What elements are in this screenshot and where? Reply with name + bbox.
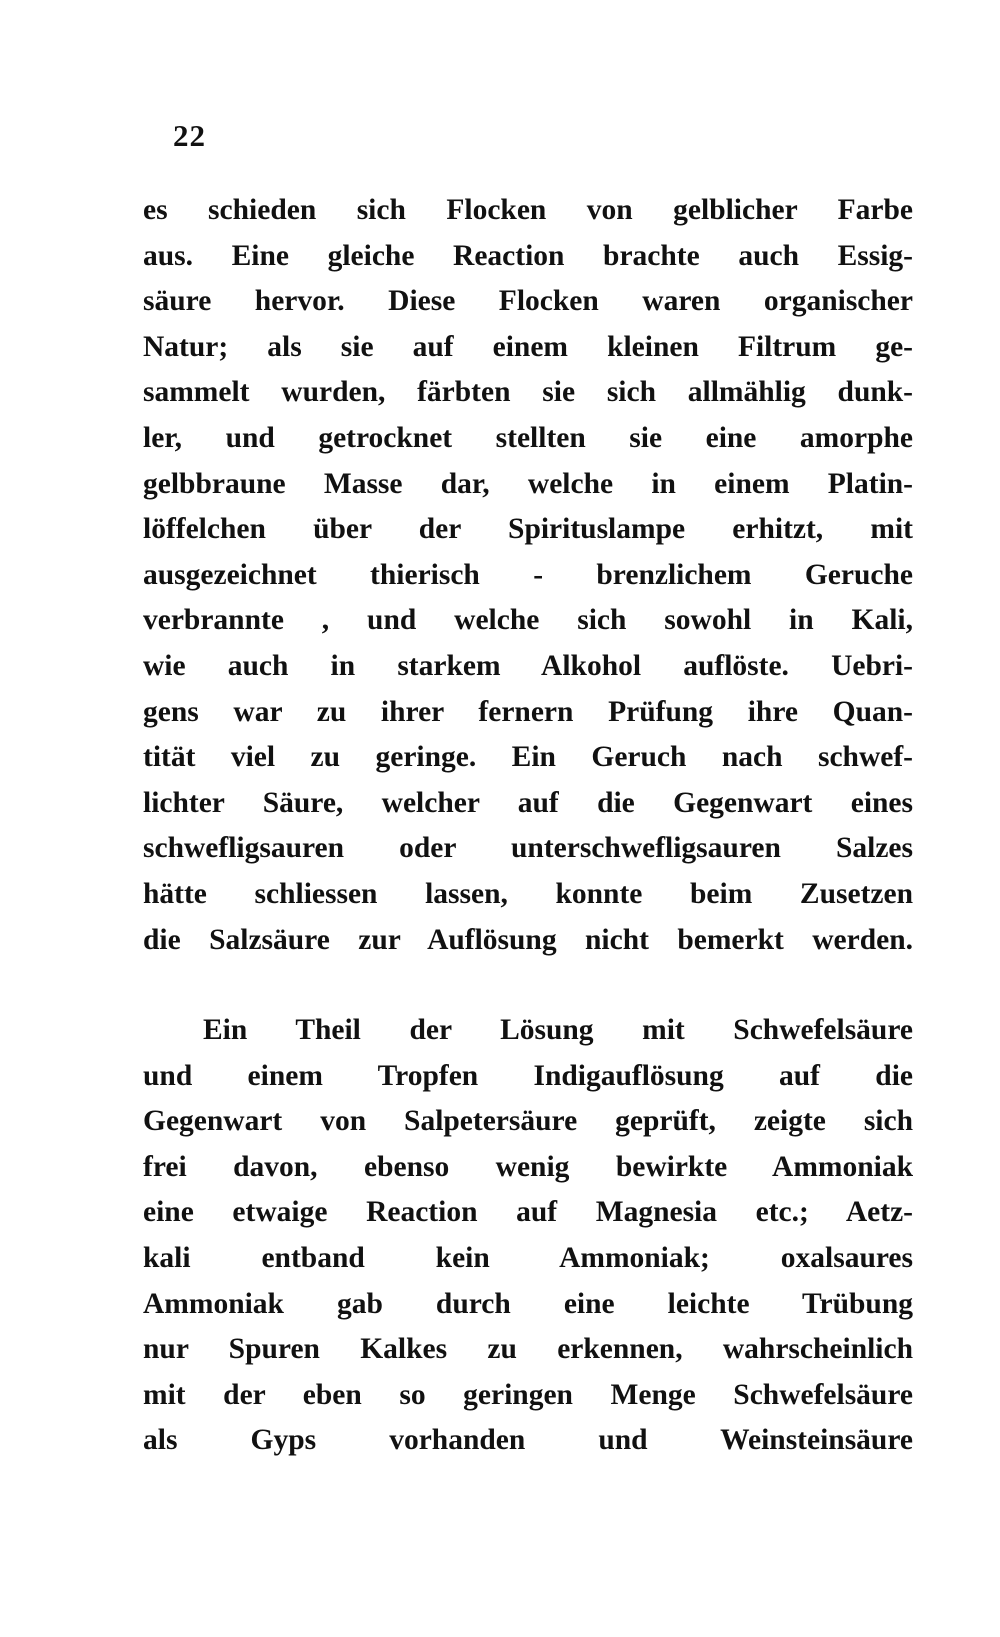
text-line: wie auch in starkem Alkohol auflöste. Uebri-: [143, 649, 913, 682]
text-line: ausgezeichnet thierisch - brenzlichem Geruche: [143, 558, 913, 591]
text-line: tität viel zu geringe. Ein Geruch nach schwef-: [143, 741, 913, 774]
text-line: schwefligsauren oder unterschwefligsauren Salzes: [143, 832, 913, 865]
text-line: gens war zu ihrer fernern Prüfung ihre Quan-: [143, 695, 913, 728]
page-number: 22: [173, 118, 206, 153]
text-line: kali entband kein Ammoniak; oxalsaures: [143, 1241, 913, 1274]
text-line: als Gyps vorhanden und Weinsteinsäure: [143, 1424, 913, 1457]
text-line: ler, und getrocknet stellten sie eine amorphe: [143, 421, 913, 454]
text-line: nur Spuren Kalkes zu erkennen, wahrscheinlich: [143, 1333, 913, 1366]
text-line: aus. Eine gleiche Reaction brachte auch Essig-: [143, 239, 913, 272]
text-line: die Salzsäure zur Auflösung nicht bemerkt werden.: [143, 923, 913, 956]
text-line: löffelchen über der Spirituslampe erhitzt, mit: [143, 513, 913, 546]
paragraph-2: [143, 1008, 913, 1464]
text-line: Ammoniak gab durch eine leichte Trübung: [143, 1287, 913, 1320]
text-line: und einem Tropfen Indigauflösung auf die: [143, 1059, 913, 1092]
text-line: Natur; als sie auf einem kleinen Filtrum ge-: [143, 330, 913, 363]
text-line: lichter Säure, welcher auf die Gegenwart eines: [143, 786, 913, 819]
text-line: sammelt wurden, färbten sie sich allmählig dunk-: [143, 376, 913, 409]
text-line: hätte schliessen lassen, konnte beim Zusetzen: [143, 877, 913, 910]
text-line: gelbbraune Masse dar, welche in einem Platin-: [143, 467, 913, 500]
text-line: es schieden sich Flocken von gelblicher Farbe: [143, 194, 913, 226]
text-line: Ein Theil der Lösung mit Schwefelsäure: [203, 1014, 913, 1046]
text-line: säure hervor. Diese Flocken waren organischer: [143, 285, 913, 318]
text-line: Gegenwart von Salpetersäure geprüft, zeigte sich: [143, 1105, 913, 1138]
paragraph-1: [143, 188, 913, 963]
text-line: mit der eben so geringen Menge Schwefelsäure: [143, 1378, 913, 1411]
text-line: eine etwaige Reaction auf Magnesia etc.; Aetz-: [143, 1196, 913, 1229]
text-line: verbrannte , und welche sich sowohl in Kali,: [143, 604, 913, 637]
text-line: frei davon, ebenso wenig bewirkte Ammoniak: [143, 1150, 913, 1183]
